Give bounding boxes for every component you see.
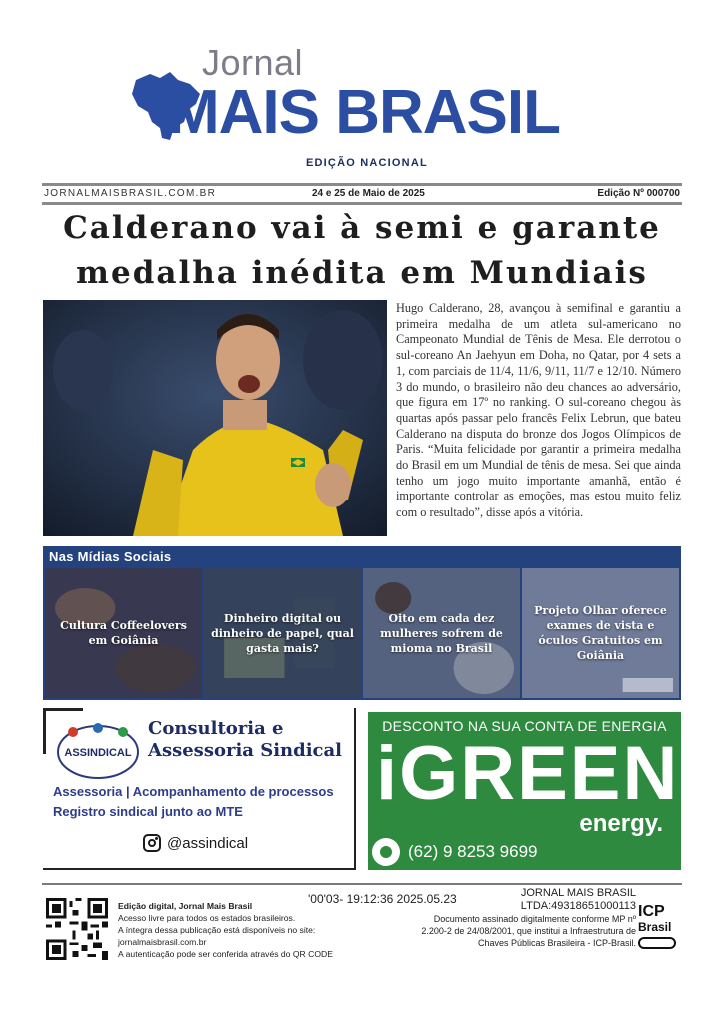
assindical-title xyxy=(148,718,342,762)
footer-line: A íntegra dessa publicação está disponíveis no site: xyxy=(118,925,316,935)
social-cards xyxy=(45,568,679,698)
social-card[interactable] xyxy=(45,568,202,698)
social-card[interactable] xyxy=(204,568,361,698)
top-rule xyxy=(42,183,682,186)
info-bar xyxy=(44,188,680,202)
igreen-logo: iGREEN xyxy=(376,731,680,816)
headline-line-2: medalha inédita em Mundiais xyxy=(76,255,648,291)
assindical-logo-icon xyxy=(53,720,143,780)
social-card-text: Dinheiro digital ou dinheiro de papel, qual gasta mais? xyxy=(211,611,354,655)
social-card[interactable] xyxy=(363,568,520,698)
ad-corner-mark xyxy=(43,708,46,754)
signer-name: JORNAL MAIS BRASIL xyxy=(520,887,636,899)
issue-date: 24 e 25 de Maio de 2025 xyxy=(312,188,425,199)
assindical-services: Assessoria | Acompanhamento de processos xyxy=(53,784,334,799)
igreen-phone: (62) 9 8253 9699 xyxy=(408,842,538,861)
footer-title: Edição digital, Jornal Mais Brasil xyxy=(118,901,253,911)
icp-label: ICP xyxy=(638,903,665,920)
key-icon xyxy=(638,937,676,949)
masthead xyxy=(0,0,724,180)
igreen-subtitle: energy. xyxy=(579,810,663,837)
assindical-instagram[interactable] xyxy=(143,834,248,852)
social-card-text: Projeto Olhar oferece exames de vista e óculos Gratuitos em Goiânia xyxy=(534,604,667,662)
article-photo xyxy=(43,300,387,536)
footer-site-link[interactable]: jornalmaisbrasil.com.br xyxy=(118,937,207,947)
edition-number: Edição Nº 000700 xyxy=(597,188,680,199)
icp-brasil-logo xyxy=(638,904,682,962)
edition-label: EDIÇÃO NACIONAL xyxy=(306,157,428,169)
footer-info xyxy=(118,900,358,960)
qr-code-icon[interactable] xyxy=(46,898,108,960)
assindical-title-line-1: Consultoria e xyxy=(148,718,284,739)
footer-line: A autenticação pode ser conferida através do QR CODE xyxy=(118,949,333,959)
article-body: Hugo Calderano, 28, avançou à semifinal e garantiu a primeira medalha de um atleta sul-americano no Campeonato Mundial de Tênis de Mesa. Ele derrotou o sul-coreano An Jaehyun em Doha, no Qatar, por 4 sets a 1, com parciais de 11/4, 11/6, 9/11, 11/7 e 12/10. Número 3 do mundo, o brasileiro não deu chances ao adversário, que figura em 17º no ranking. O sul-coreano chegou às quartas após passar pelo francês Felix Lebrun, que bateu Calderano na disputa do bronze dos Jogos Olímpicos de Paris. “Muita felicidade por garantir a primeira medalha do Brasil em um Mundial de tênis de mesa. Sei que ainda tenho um jogo muito importante amanhã, então é importante controlar as emoções, mas estou muito feliz com o resultado”, disse após a vitória. xyxy=(396,301,681,520)
svg-text:ASSINDICAL: ASSINDICAL xyxy=(64,747,132,759)
bottom-rule xyxy=(42,202,682,205)
signer-id: LTDA:49318651000113 xyxy=(520,900,636,912)
social-card-text: Cultura Coffeelovers em Goiânia xyxy=(60,619,187,647)
igreen-tagline: DESCONTO NA SUA CONTA DE ENERGIA xyxy=(382,718,667,734)
ad-corner-mark xyxy=(43,708,83,711)
headline-line-1: Calderano vai à semi e garante xyxy=(63,210,661,246)
social-card[interactable] xyxy=(522,568,679,698)
whatsapp-icon xyxy=(372,838,400,866)
brand-small: Jornal xyxy=(202,42,304,83)
footer-line: Acesso livre para todos os estados brasileiros. xyxy=(118,913,296,923)
signature-timestamp: '00'03- 19:12:36 2025.05.23 xyxy=(308,892,457,906)
footer-rule xyxy=(42,883,682,885)
assindical-registration: Registro sindical junto ao MTE xyxy=(53,804,243,819)
signature-note: 2.200-2 de 24/08/2001, que institui a Infraestrutura de xyxy=(421,926,636,936)
assindical-title-line-2: Assessoria Sindical xyxy=(148,740,343,761)
instagram-handle: @assindical xyxy=(167,834,249,852)
brand-title: MAIS BRASIL xyxy=(168,78,560,147)
social-section-title: Nas Mídias Sociais xyxy=(49,549,172,564)
signature-note: Documento assinado digitalmente conforme MP nº xyxy=(433,914,636,924)
igreen-contact[interactable] xyxy=(372,838,538,866)
site-link[interactable]: JORNALMAISBRASIL.COM.BR xyxy=(44,188,217,199)
igreen-ad[interactable] xyxy=(368,712,681,870)
footer-signature xyxy=(380,887,636,949)
instagram-icon xyxy=(143,834,161,852)
headline xyxy=(36,206,688,296)
social-card-text: Oito em cada dez mulheres sofrem de mioma no Brasil xyxy=(380,611,503,655)
assindical-ad[interactable] xyxy=(43,708,356,870)
social-media-section xyxy=(43,546,681,700)
icp-label-brasil: Brasil xyxy=(638,920,672,934)
signature-note: Chaves Públicas Brasileira - ICP-Brasil. xyxy=(477,938,636,948)
